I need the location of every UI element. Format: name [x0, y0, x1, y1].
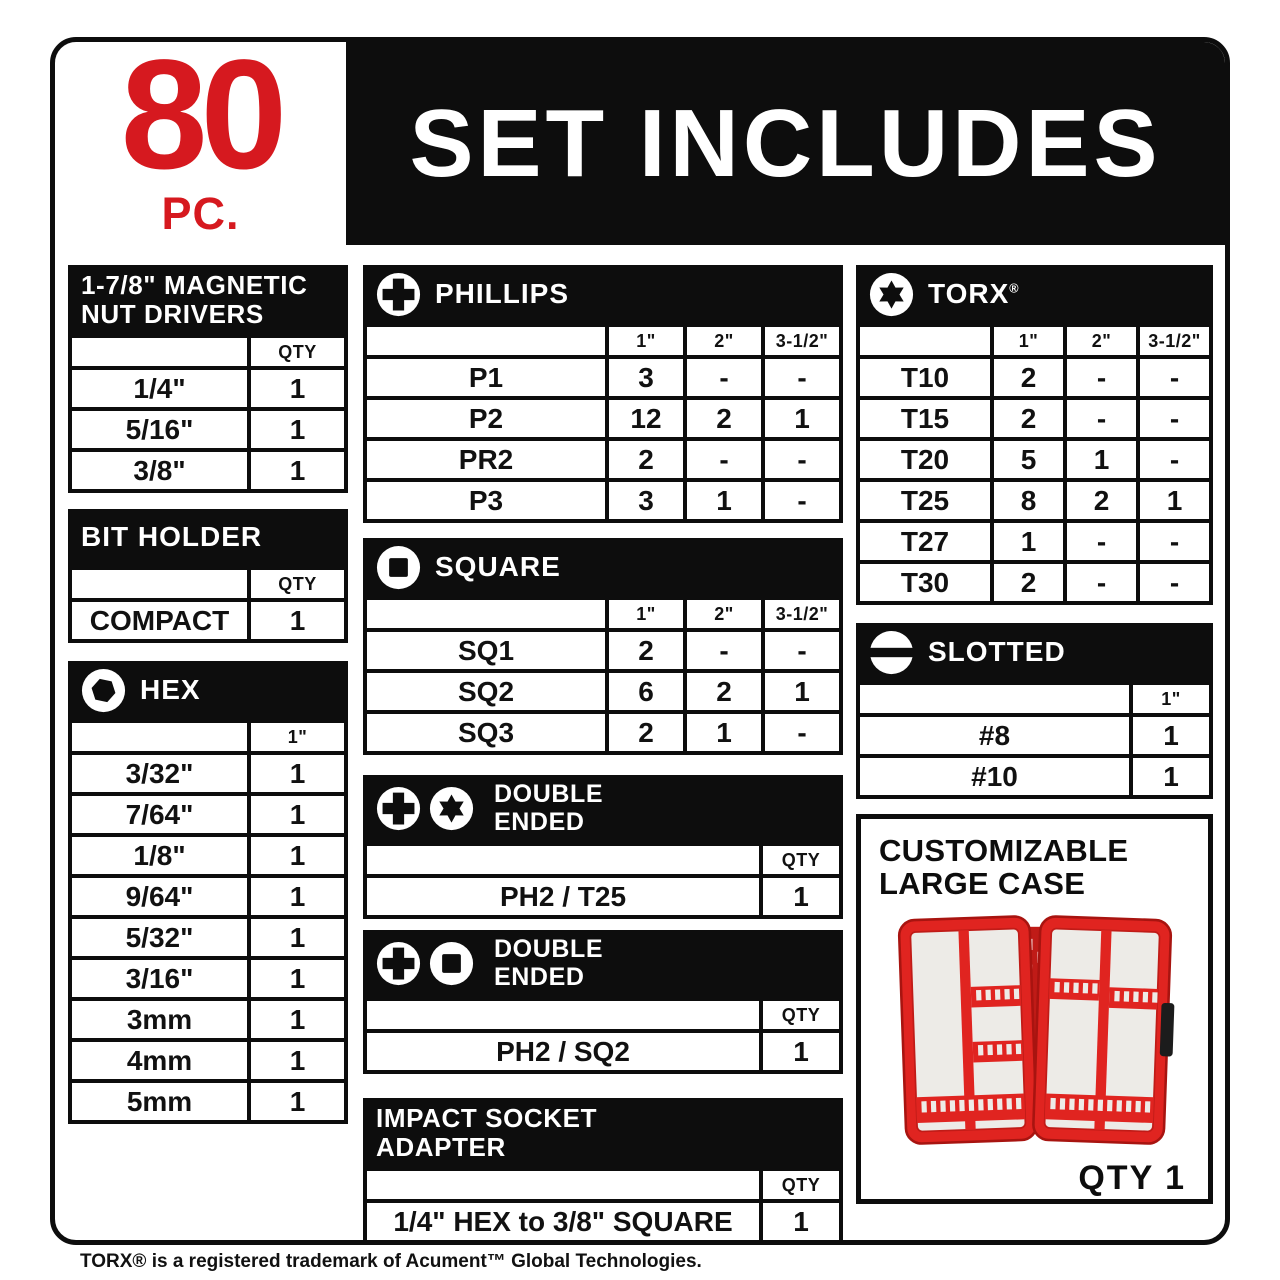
qty-cell: - — [1065, 357, 1138, 398]
square-table — [363, 596, 843, 755]
column-header-cell: 1" — [607, 598, 685, 630]
case-section — [856, 814, 1213, 1204]
size-label-cell: 5/32" — [70, 917, 249, 958]
double-ended-phillips-torx-section — [363, 775, 843, 919]
table-row — [365, 630, 841, 671]
size-label-cell: P3 — [365, 480, 607, 521]
impact-adapter-section — [363, 1098, 843, 1244]
table-row — [70, 1040, 346, 1081]
table-row — [70, 368, 346, 409]
empty-header-cell — [365, 598, 607, 630]
qty-cell: 1 — [1138, 480, 1211, 521]
table-row — [70, 999, 346, 1040]
qty-cell: 3 — [607, 480, 685, 521]
column-header-cell: QTY — [761, 999, 841, 1031]
column-header-cell: 2" — [1065, 325, 1138, 357]
size-label-cell: 9/64" — [70, 876, 249, 917]
column-header-cell: 3-1/2" — [763, 325, 841, 357]
data-table — [363, 1167, 843, 1244]
column-header-cell: 3-1/2" — [1138, 325, 1211, 357]
empty-header-cell — [70, 336, 249, 368]
table-row — [70, 409, 346, 450]
qty-cell: 2 — [992, 357, 1065, 398]
qty-cell: - — [1138, 357, 1211, 398]
qty-cell: - — [763, 630, 841, 671]
table-row — [365, 1201, 841, 1242]
hex-table — [68, 719, 348, 1124]
qty-cell: - — [1065, 521, 1138, 562]
qty-cell: 2 — [1065, 480, 1138, 521]
size-label-cell: 7/64" — [70, 794, 249, 835]
unit-header-row — [70, 336, 346, 368]
torx-table — [856, 323, 1213, 605]
table-row — [365, 876, 841, 917]
column-right — [856, 265, 1213, 1204]
nut-drivers-table — [68, 334, 348, 493]
qty-cell: 1 — [763, 398, 841, 439]
table-row — [365, 712, 841, 753]
table-row — [858, 715, 1211, 756]
column-header-cell: QTY — [761, 844, 841, 876]
column-header-cell: 2" — [685, 325, 763, 357]
table-row — [365, 357, 841, 398]
qty-cell: 1 — [763, 671, 841, 712]
empty-header-cell — [365, 1169, 761, 1201]
size-label-cell: 3/32" — [70, 753, 249, 794]
case-qty: QTY 1 — [1078, 1158, 1186, 1197]
table-row — [365, 480, 841, 521]
section-title: SLOTTED — [928, 635, 1066, 667]
column-left — [68, 265, 348, 1140]
qty-cell: 8 — [992, 480, 1065, 521]
column-header-cell: 2" — [685, 598, 763, 630]
qty-cell: - — [763, 357, 841, 398]
qty-cell: - — [763, 480, 841, 521]
nut-drivers-section — [68, 265, 348, 493]
table-row — [365, 439, 841, 480]
size-label-cell: T27 — [858, 521, 992, 562]
case-image — [879, 901, 1190, 1159]
slotted-icon — [869, 630, 914, 675]
size-label-cell: 1/8" — [70, 835, 249, 876]
empty-header-cell — [858, 325, 992, 357]
double-ended-phillips-torx-header — [363, 775, 843, 842]
table-row — [858, 357, 1211, 398]
phillips-header — [363, 265, 843, 323]
case-title: CUSTOMIZABLE LARGE CASE — [879, 833, 1129, 901]
qty-cell: 1 — [249, 876, 346, 917]
hex-icon — [81, 668, 126, 713]
table-row — [858, 480, 1211, 521]
qty-cell: 1 — [249, 450, 346, 491]
size-label-cell: #8 — [858, 715, 1131, 756]
size-label-cell: 1/4" HEX to 3/8" SQUARE — [365, 1201, 761, 1242]
column-header-cell: 3-1/2" — [763, 598, 841, 630]
empty-header-cell — [70, 721, 249, 753]
size-label-cell: SQ1 — [365, 630, 607, 671]
open-case-illustration — [885, 901, 1185, 1159]
page-title: SET INCLUDES — [409, 89, 1162, 197]
size-label-cell: P2 — [365, 398, 607, 439]
phillips-icon — [376, 272, 421, 317]
table-row — [365, 398, 841, 439]
data-table — [363, 997, 843, 1074]
qty-cell: 2 — [685, 671, 763, 712]
qty-cell: 3 — [607, 357, 685, 398]
qty-cell: 2 — [992, 562, 1065, 603]
data-table — [68, 566, 348, 643]
qty-cell: 1 — [249, 999, 346, 1040]
qty-cell: 1 — [249, 794, 346, 835]
qty-cell: 1 — [249, 1081, 346, 1122]
size-label-cell: 5mm — [70, 1081, 249, 1122]
double-ended-phillips-torx-table — [363, 842, 843, 919]
bit-holder-table — [68, 566, 348, 643]
column-header-cell: 1" — [249, 721, 346, 753]
infographic-frame — [50, 37, 1230, 1245]
size-label-cell: 3mm — [70, 999, 249, 1040]
qty-cell: 1 — [1131, 756, 1211, 797]
qty-cell: 1 — [249, 958, 346, 999]
size-label-cell: T15 — [858, 398, 992, 439]
size-label-cell: SQ3 — [365, 712, 607, 753]
qty-cell: 2 — [607, 712, 685, 753]
unit-header-row — [858, 683, 1211, 715]
section-title: DOUBLE ENDED — [494, 780, 604, 836]
slotted-table — [856, 681, 1213, 799]
empty-header-cell — [70, 568, 249, 600]
qty-cell: 1 — [249, 600, 346, 641]
qty-cell: - — [1138, 562, 1211, 603]
qty-cell: - — [685, 630, 763, 671]
table-row — [70, 835, 346, 876]
qty-cell: - — [1138, 521, 1211, 562]
column-header-cell: 1" — [607, 325, 685, 357]
qty-cell: 1 — [249, 409, 346, 450]
table-row — [70, 917, 346, 958]
unit-header-row — [365, 325, 841, 357]
phillips-section — [363, 265, 843, 523]
size-label-cell: T20 — [858, 439, 992, 480]
square-icon — [429, 941, 474, 986]
table-row — [70, 600, 346, 641]
phillips-icon — [376, 941, 421, 986]
size-label-cell: T30 — [858, 562, 992, 603]
table-row — [70, 876, 346, 917]
square-header — [363, 538, 843, 596]
qty-cell: - — [1138, 439, 1211, 480]
column-middle — [363, 265, 843, 1245]
unit-header-row — [365, 598, 841, 630]
piece-count: 80 — [120, 37, 281, 202]
table-row — [858, 756, 1211, 797]
size-label-cell: 4mm — [70, 1040, 249, 1081]
double-ended-phillips-square-header — [363, 930, 843, 997]
unit-header-row — [858, 325, 1211, 357]
section-title: 1-7/8" MAGNETIC NUT DRIVERS — [81, 270, 308, 329]
torx-icon — [429, 786, 474, 831]
qty-cell: 2 — [992, 398, 1065, 439]
data-table — [363, 842, 843, 919]
qty-cell: 1 — [685, 712, 763, 753]
size-label-cell: 5/16" — [70, 409, 249, 450]
data-table — [68, 334, 348, 493]
qty-cell: - — [1065, 562, 1138, 603]
torx-icon — [869, 272, 914, 317]
size-label-cell: COMPACT — [70, 600, 249, 641]
unit-header-row — [70, 568, 346, 600]
torx-section — [856, 265, 1213, 605]
size-label-cell: P1 — [365, 357, 607, 398]
qty-cell: 1 — [249, 753, 346, 794]
qty-cell: 1 — [1065, 439, 1138, 480]
qty-cell: 1 — [685, 480, 763, 521]
trademark-footnote: TORX® is a registered trademark of Acument™ Global Technologies. — [80, 1251, 702, 1272]
qty-cell: 1 — [761, 1031, 841, 1072]
section-title: IMPACT SOCKET ADAPTER — [376, 1103, 598, 1162]
qty-cell: 5 — [992, 439, 1065, 480]
qty-cell: 2 — [607, 439, 685, 480]
double-ended-phillips-square-table — [363, 997, 843, 1074]
section-title: SQUARE — [435, 550, 561, 582]
qty-cell: 1 — [249, 368, 346, 409]
table-row — [70, 794, 346, 835]
qty-cell: 1 — [249, 1040, 346, 1081]
torx-header — [856, 265, 1213, 323]
data-table — [856, 681, 1213, 799]
empty-header-cell — [365, 325, 607, 357]
size-label-cell: SQ2 — [365, 671, 607, 712]
size-label-cell: PR2 — [365, 439, 607, 480]
qty-cell: - — [685, 357, 763, 398]
table-row — [858, 562, 1211, 603]
phillips-icon — [376, 786, 421, 831]
qty-cell: 1 — [249, 917, 346, 958]
qty-cell: 1 — [992, 521, 1065, 562]
qty-cell: - — [1065, 398, 1138, 439]
size-label-cell: PH2 / SQ2 — [365, 1031, 761, 1072]
qty-cell: 1 — [761, 876, 841, 917]
section-title: TORX® — [928, 277, 1020, 309]
bit-holder-header — [68, 509, 348, 566]
column-header-cell: QTY — [249, 568, 346, 600]
double-ended-phillips-square-section — [363, 930, 843, 1074]
piece-count-unit: PC. — [161, 188, 240, 240]
table-row — [858, 439, 1211, 480]
qty-cell: 6 — [607, 671, 685, 712]
unit-header-row — [70, 721, 346, 753]
qty-cell: 12 — [607, 398, 685, 439]
table-row — [70, 450, 346, 491]
hex-section — [68, 661, 348, 1124]
column-header-cell: QTY — [249, 336, 346, 368]
empty-header-cell — [858, 683, 1131, 715]
unit-header-row — [365, 999, 841, 1031]
qty-cell: - — [1138, 398, 1211, 439]
data-table — [856, 323, 1213, 605]
nut-drivers-header — [68, 265, 348, 334]
size-label-cell: 3/16" — [70, 958, 249, 999]
section-title: HEX — [140, 673, 201, 705]
size-label-cell: 1/4" — [70, 368, 249, 409]
qty-cell: 2 — [685, 398, 763, 439]
table-row — [365, 1031, 841, 1072]
column-header-cell: 1" — [1131, 683, 1211, 715]
section-title: PHILLIPS — [435, 277, 570, 309]
table-row — [70, 958, 346, 999]
square-section — [363, 538, 843, 755]
impact-adapter-table — [363, 1167, 843, 1244]
empty-header-cell — [365, 999, 761, 1031]
table-row — [70, 1081, 346, 1122]
slotted-header — [856, 623, 1213, 681]
size-label-cell: #10 — [858, 756, 1131, 797]
section-title: BIT HOLDER — [81, 521, 263, 553]
qty-cell: 1 — [1131, 715, 1211, 756]
header-band — [55, 37, 1225, 245]
size-label-cell: 3/8" — [70, 450, 249, 491]
qty-cell: 1 — [249, 835, 346, 876]
section-title: DOUBLE ENDED — [494, 935, 604, 991]
impact-adapter-header — [363, 1098, 843, 1167]
bit-holder-section — [68, 509, 348, 643]
column-header-cell: QTY — [761, 1169, 841, 1201]
column-header-cell: 1" — [992, 325, 1065, 357]
qty-cell: - — [685, 439, 763, 480]
data-table — [363, 323, 843, 523]
table-row — [365, 671, 841, 712]
unit-header-row — [365, 1169, 841, 1201]
size-label-cell: T10 — [858, 357, 992, 398]
slotted-section — [856, 623, 1213, 799]
data-table — [363, 596, 843, 755]
piece-count-box — [55, 37, 346, 245]
hex-header — [68, 661, 348, 719]
registered-mark: ® — [1009, 281, 1020, 296]
table-row — [70, 753, 346, 794]
size-label-cell: PH2 / T25 — [365, 876, 761, 917]
square-icon — [376, 545, 421, 590]
content-area — [55, 245, 1225, 1240]
size-label-cell: T25 — [858, 480, 992, 521]
qty-cell: 1 — [761, 1201, 841, 1242]
table-row — [858, 398, 1211, 439]
qty-cell: 2 — [607, 630, 685, 671]
table-row — [858, 521, 1211, 562]
qty-cell: - — [763, 712, 841, 753]
unit-header-row — [365, 844, 841, 876]
qty-cell: - — [763, 439, 841, 480]
data-table — [68, 719, 348, 1124]
empty-header-cell — [365, 844, 761, 876]
phillips-table — [363, 323, 843, 523]
